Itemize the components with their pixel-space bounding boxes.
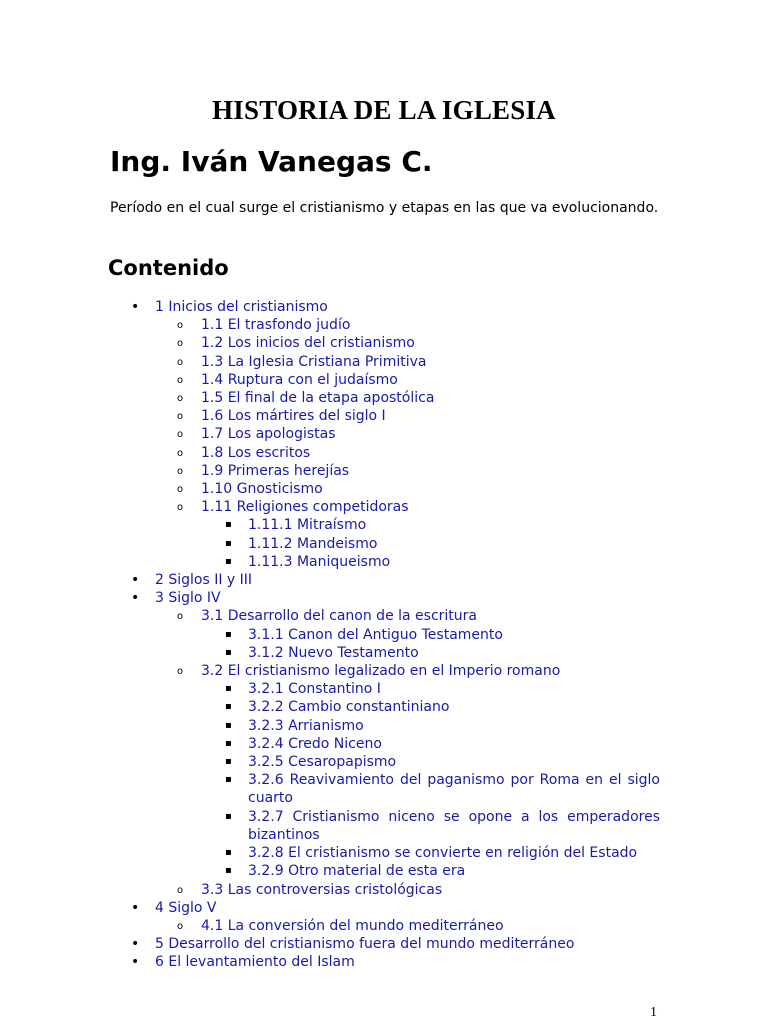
toc-item	[0, 516, 660, 534]
toc-item	[0, 626, 660, 644]
toc-item	[0, 753, 660, 771]
toc-link[interactable]: 3.1 Desarrollo del canon de la escritura	[201, 608, 477, 625]
toc-item	[0, 298, 660, 316]
toc-link[interactable]: 3.2.9 Otro material de esta era	[248, 863, 466, 880]
bullet-icon: o	[177, 429, 184, 441]
contents-heading: Contenido	[108, 256, 229, 280]
document-title: HISTORIA DE LA IGLESIA	[212, 95, 556, 125]
toc-link[interactable]: 1.10 Gnosticismo	[201, 481, 323, 498]
toc-item	[0, 589, 660, 607]
toc-item	[0, 571, 660, 589]
toc-item	[0, 407, 660, 425]
toc-item	[0, 935, 660, 953]
bullet-icon: o	[177, 502, 184, 514]
toc-link[interactable]: 3.2.7 Cristianismo niceno se opone a los emperadores bizantinos	[248, 808, 660, 843]
bullet-icon: ▪	[225, 810, 232, 822]
toc-link[interactable]: 1 Inicios del cristianismo	[155, 299, 328, 315]
bullet-icon: o	[177, 338, 184, 350]
toc-item	[0, 771, 660, 807]
toc-item	[0, 644, 660, 662]
toc-item	[0, 316, 660, 334]
bullet-icon: ▪	[225, 719, 232, 731]
bullet-icon: ▪	[225, 774, 232, 786]
toc-link[interactable]: 3.1.2 Nuevo Testamento	[248, 644, 419, 661]
author-heading: Ing. Iván Vanegas C.	[110, 145, 433, 178]
bullet-icon: ▪	[225, 555, 232, 567]
toc-item	[0, 680, 660, 698]
toc-item	[0, 389, 660, 407]
bullet-icon: •	[131, 899, 140, 916]
toc-link[interactable]: 1.6 Los mártires del siglo I	[201, 408, 386, 425]
bullet-icon: •	[131, 936, 140, 953]
toc-item	[0, 371, 660, 389]
toc-item	[0, 698, 660, 716]
toc-link[interactable]: 3.2.3 Arrianismo	[248, 717, 364, 734]
bullet-icon: ▪	[225, 701, 232, 713]
toc-link[interactable]: 1.11.2 Mandeismo	[248, 535, 378, 552]
toc-item	[0, 844, 660, 862]
bullet-icon: o	[177, 320, 184, 332]
toc-link[interactable]: 1.5 El final de la etapa apostólica	[201, 390, 435, 407]
bullet-icon: ▪	[225, 847, 232, 859]
toc-link[interactable]: 1.8 Los escritos	[201, 444, 311, 461]
bullet-icon: o	[177, 356, 184, 368]
bullet-icon: o	[177, 447, 184, 459]
bullet-icon: ▪	[225, 628, 232, 640]
document-description: Período en el cual surge el cristianismo y etapas en las que va evolucionando.	[110, 200, 659, 216]
toc-link[interactable]: 3.2.4 Credo Niceno	[248, 735, 382, 752]
toc-link[interactable]: 3.2.1 Constantino I	[248, 681, 381, 698]
toc-item	[0, 917, 660, 935]
toc-link[interactable]: 1.9 Primeras herejías	[201, 462, 350, 479]
bullet-icon: o	[177, 465, 184, 477]
toc-item	[0, 334, 660, 352]
bullet-icon: o	[177, 411, 184, 423]
toc-link[interactable]: 1.11 Religiones competidoras	[201, 499, 409, 516]
bullet-icon: ▪	[225, 756, 232, 768]
toc-item	[0, 808, 660, 844]
toc-item	[0, 862, 660, 880]
bullet-icon: •	[131, 572, 140, 589]
toc-item	[0, 425, 660, 443]
toc-item	[0, 444, 660, 462]
bullet-icon: o	[177, 666, 184, 678]
toc-link[interactable]: 1.2 Los inicios del cristianismo	[201, 335, 415, 352]
bullet-icon: ▪	[225, 519, 232, 531]
toc-item	[0, 881, 660, 899]
toc-item	[0, 735, 660, 753]
toc-item	[0, 607, 660, 625]
bullet-icon: o	[177, 884, 184, 896]
bullet-icon: •	[131, 590, 140, 607]
toc-item	[0, 953, 660, 971]
bullet-icon: •	[131, 954, 140, 971]
bullet-icon: o	[177, 484, 184, 496]
table-of-contents	[0, 298, 768, 972]
toc-item	[0, 480, 660, 498]
bullet-icon: o	[177, 374, 184, 386]
bullet-icon: o	[177, 393, 184, 405]
toc-link[interactable]: 1.3 La Iglesia Cristiana Primitiva	[201, 353, 427, 370]
bullet-icon: •	[131, 299, 140, 315]
toc-link[interactable]: 1.11.3 Maniqueismo	[248, 553, 391, 570]
page-number: 1	[650, 1005, 657, 1020]
toc-item	[0, 498, 660, 516]
toc-item	[0, 717, 660, 735]
toc-item	[0, 553, 660, 571]
toc-link[interactable]: 1.1 El trasfondo judío	[201, 317, 351, 334]
bullet-icon: ▪	[225, 865, 232, 877]
toc-link[interactable]: 3 Siglo IV	[155, 590, 221, 607]
toc-link[interactable]: 2 Siglos II y III	[155, 572, 253, 589]
bullet-icon: ▪	[225, 737, 232, 749]
toc-link[interactable]: 3.1.1 Canon del Antiguo Testamento	[248, 626, 503, 643]
toc-item	[0, 535, 660, 553]
toc-item	[0, 353, 660, 371]
toc-link[interactable]: 4.1 La conversión del mundo mediterráneo	[201, 917, 504, 934]
toc-item	[0, 899, 660, 917]
toc-link[interactable]: 4 Siglo V	[155, 899, 217, 916]
bullet-icon: o	[177, 920, 184, 932]
bullet-icon: ▪	[225, 683, 232, 695]
toc-link[interactable]: 3.2.2 Cambio constantiniano	[248, 699, 450, 716]
toc-link[interactable]: 1.11.1 Mitraísmo	[248, 517, 367, 534]
bullet-icon: ▪	[225, 646, 232, 658]
toc-link[interactable]: 5 Desarrollo del cristianismo fuera del mundo mediterráneo	[155, 936, 575, 953]
toc-link[interactable]: 3.2.6 Reavivamiento del paganismo por Roma en el siglo cuarto	[248, 772, 660, 807]
toc-link[interactable]: 3.3 Las controversias cristológicas	[201, 881, 443, 898]
toc-link[interactable]: 3.2 El cristianismo legalizado en el Imperio romano	[201, 663, 561, 680]
toc-item	[0, 662, 660, 680]
toc-link[interactable]: 1.7 Los apologistas	[201, 426, 336, 443]
bullet-icon: ▪	[225, 537, 232, 549]
bullet-icon: o	[177, 611, 184, 623]
toc-link[interactable]: 3.2.5 Cesaropapismo	[248, 754, 397, 771]
toc-item	[0, 462, 660, 480]
toc-link[interactable]: 6 El levantamiento del Islam	[155, 954, 355, 971]
toc-link[interactable]: 3.2.8 El cristianismo se convierte en religión del Estado	[248, 845, 638, 862]
toc-link[interactable]: 1.4 Ruptura con el judaísmo	[201, 371, 398, 388]
